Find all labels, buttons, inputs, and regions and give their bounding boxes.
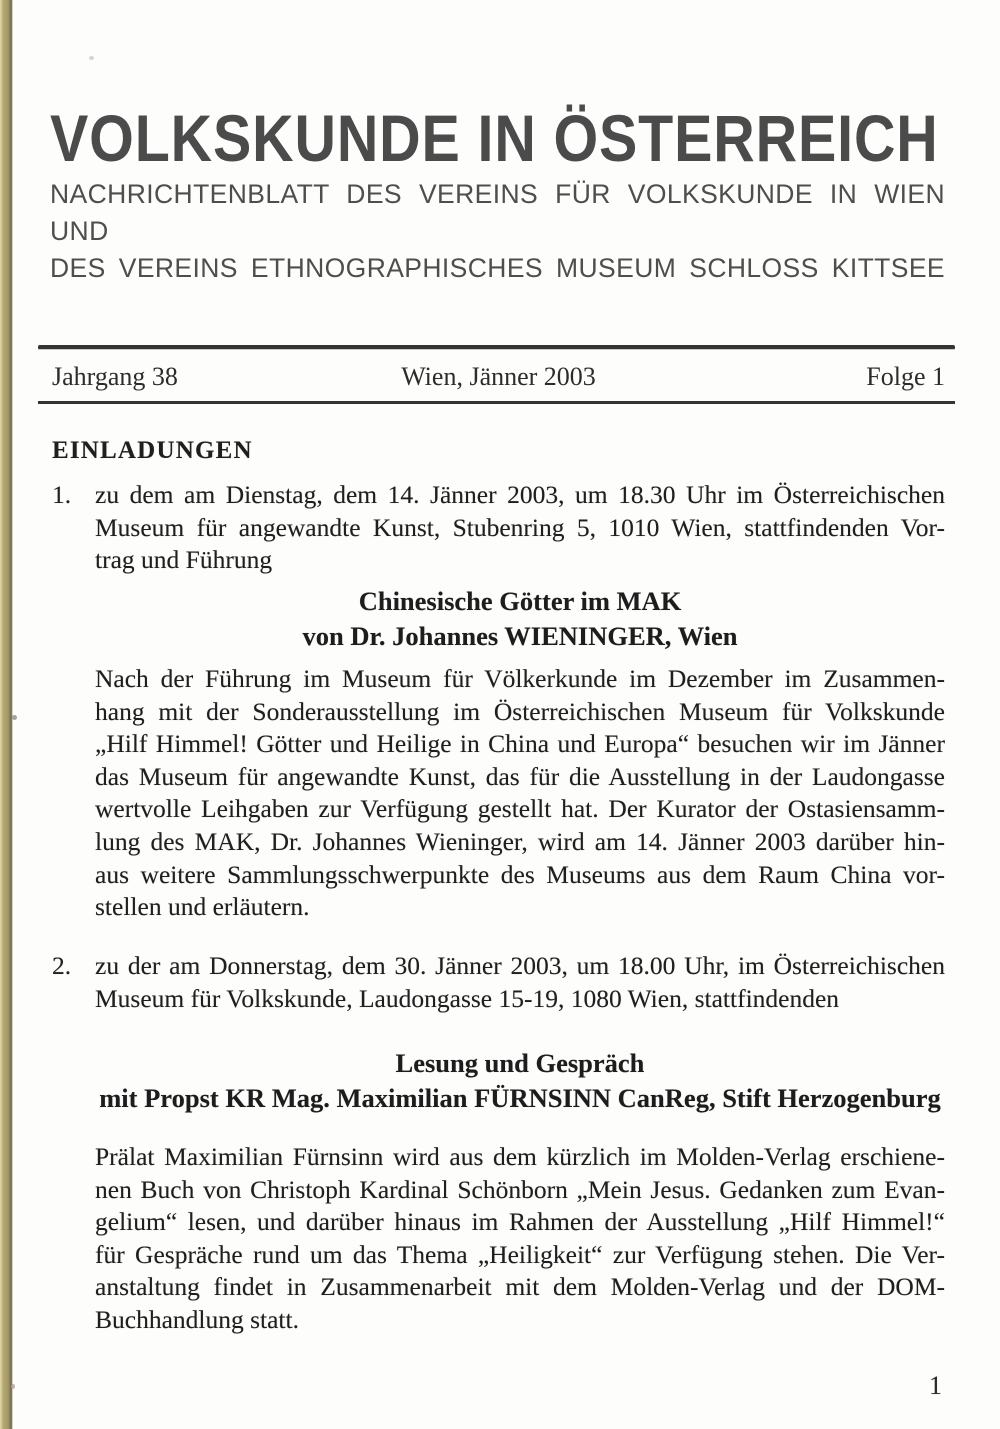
body-line: aus weitere Sammlungsschwerpunkte des Museums aus dem Raum China vor- — [95, 859, 945, 889]
body-line: Buchhandlung statt. — [95, 1304, 299, 1334]
event-2-title-line-1: Lesung und Gespräch — [395, 1048, 645, 1078]
body-line: „Hilf Himmel! Götter und Heilige in China und Europa“ besuchen wir im Jänner — [95, 729, 945, 759]
scan-speck — [12, 715, 17, 720]
issue-volume: Jahrgang 38 — [52, 362, 178, 391]
masthead-subtitle — [50, 176, 945, 287]
issue-bar-rule-top — [38, 345, 955, 349]
issue-place-date: Wien, Jänner 2003 — [401, 362, 596, 391]
event-1-title-line-1: Chinesische Götter im MAK — [358, 586, 682, 616]
event-2-title-line-2: mit Propst KR Mag. Maximilian FÜRNSINN CanReg, Stift Herzogenburg — [99, 1082, 941, 1113]
list-item-1-text — [95, 479, 945, 577]
issue-number: Folge 1 — [866, 362, 945, 391]
body-line: nen Buch von Christoph Kardinal Schönborn „Mein Jesus. Gedanken zum Evan- — [95, 1174, 945, 1204]
body-line: Museum für Volkskunde, Laudongasse 15-19, 1080 Wien, stattfindenden — [95, 983, 840, 1013]
section-heading-einladungen: EINLADUNGEN — [52, 437, 253, 464]
paragraph-1 — [95, 663, 945, 924]
binding-edge — [0, 0, 13, 1429]
page-number: 1 — [929, 1371, 942, 1400]
body-line: zu der am Donnerstag, dem 30. Jänner 2003, um 18.00 Uhr, im Österreichischen — [95, 951, 945, 980]
body-line: trag und Führung — [95, 545, 273, 575]
body-line: Prälat Maximilian Fürnsinn wird aus dem kürzlich im Molden-Verlag erschiene- — [95, 1142, 945, 1171]
masthead-subtitle-line-1: NACHRICHTENBLATT DES VEREINS FÜR VOLKSKUNDE IN WIEN UND — [50, 179, 945, 246]
body-line: anstaltung findet in Zusammenarbeit mit dem Molden-Verlag und der DOM- — [95, 1272, 945, 1302]
event-2-title — [95, 1046, 945, 1115]
issue-bar-rule-bottom — [38, 401, 955, 404]
body-line: gelium“ lesen, und darüber hinaus im Rahmen der Ausstellung „Hilf Himmel!“ — [95, 1207, 945, 1237]
body-line: lung des MAK, Dr. Johannes Wieninger, wird am 14. Jänner 2003 darüber hin- — [95, 826, 945, 856]
body-line: Museum für angewandte Kunst, Stubenring 5, 1010 Wien, stattfindenden Vor- — [95, 512, 945, 542]
body-line: zu dem am Dienstag, dem 14. Jänner 2003, um 18.30 Uhr im Österreichischen — [95, 480, 945, 509]
body-line: Nach der Führung im Museum für Völkerkunde im Dezember im Zusammen- — [95, 664, 945, 693]
body-line: das Museum für angewandte Kunst, das für die Ausstellung in der Laudongasse — [95, 761, 945, 791]
scan-speck — [11, 1384, 15, 1389]
event-1-title — [95, 584, 945, 653]
list-item-2-text — [95, 950, 945, 1015]
paragraph-2 — [95, 1141, 945, 1337]
body-line: stellen und erläutern. — [95, 892, 310, 922]
event-1-title-line-2: von Dr. Johannes WIENINGER, Wien — [302, 620, 738, 651]
masthead-title: VOLKSKUNDE IN ÖSTERREICH — [50, 101, 939, 175]
list-item-1-number: 1. — [52, 480, 72, 509]
list-item-2-number: 2. — [52, 951, 72, 980]
body-line: wertvolle Leihgaben zur Verfügung gestellt hat. Der Kurator der Ostasiensamm- — [95, 794, 945, 824]
issue-bar — [52, 362, 945, 394]
scan-speck — [89, 56, 94, 60]
body-line: hang mit der Sonderausstellung im Österreichischen Museum für Volkskunde — [95, 696, 945, 726]
masthead-subtitle-line-2: DES VEREINS ETHNOGRAPHISCHES MUSEUM SCHLOSS KITTSEE — [50, 253, 945, 283]
body-line: für Gespräche rund um das Thema „Heiligkeit“ zur Verfügung stehen. Die Ver- — [95, 1239, 945, 1269]
